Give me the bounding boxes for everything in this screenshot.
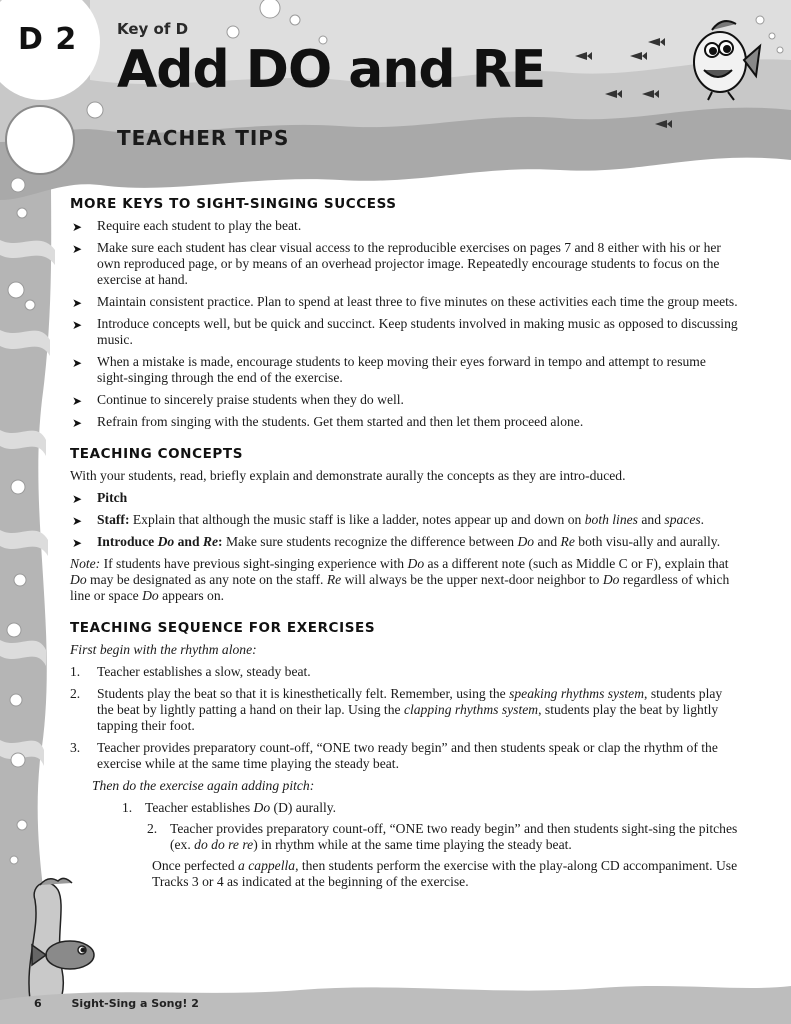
list-item: ➤ Maintain consistent practice. Plan to spend at least three to five minutes on these activities each time the group meets.	[72, 294, 738, 310]
list-item-pitch: ➤ Pitch	[72, 490, 128, 506]
section-heading-concepts: TEACHING CONCEPTS	[70, 446, 244, 462]
pitch-steps-1	[122, 800, 740, 816]
arrow-bullet-icon: ➤	[72, 416, 83, 430]
concepts-intro: With your students, read, briefly explain and demonstrate aurally the concepts as they are intro-duced.	[70, 468, 626, 483]
arrow-bullet-icon: ➤	[72, 514, 83, 528]
concepts-note: Note: If students have previous sight-singing experience with Do as a different note (such as Middle C or F), explain that Do may be designated as any note on the staff. Re will always be the upper next-door neighbor to Do regardless of which line or space Do appears on.	[70, 556, 730, 603]
page-number: 6	[34, 997, 42, 1010]
page-title: Add DO and RE	[117, 40, 546, 100]
pitch-intro: Then do the exercise again adding pitch:	[92, 778, 315, 793]
pitch-steps-2	[147, 821, 740, 853]
book-title: Sight-Sing a Song! 2	[71, 997, 199, 1010]
rhythm-steps	[70, 664, 740, 772]
list-item: ➤ Introduce concepts well, but be quick and succinct. Keep students involved in making music as opposed to discussing music.	[72, 316, 738, 347]
list-item: ➤ Continue to sincerely praise students when they do well.	[72, 392, 404, 408]
list-item: ➤ Make sure each student has clear visual access to the reproducible exercises on pages 7 and 8 either with his or her own reproduced page, or by means of an overhead projector image. Repeatedly encourage students to focus on the exercise at hand.	[72, 240, 721, 287]
list-item: 2. Students play the beat so that it is kinesthetically felt. Remember, using the speaking rhythms system, students play the beat by lightly patting a hand on their lap. Using the clapping rhythms system, students play the beat by lightly tapping their foot.	[70, 686, 723, 733]
page-footer	[34, 997, 199, 1010]
list-item: 2. Teacher provides preparatory count-off, “ONE two ready begin” and then students sight-sing the pitches (ex. do do re re) in rhythm while at the same time playing the steady beat.	[147, 821, 738, 852]
final-paragraph: Once perfected a cappella, then students perform the exercise with the play-along CD accompaniment. Use Tracks 3 or 4 as indicated at the beginning of the exercise.	[152, 858, 738, 889]
list-item-introduce: ➤ Introduce Do and Re: Make sure students recognize the difference between Do and Re both visu-ally and aurally.	[72, 534, 721, 550]
section-heading-keys: MORE KEYS TO SIGHT-SINGING SUCCESS	[70, 196, 397, 212]
list-item-staff: ➤ Staff: Explain that although the music staff is like a ladder, notes appear up and down on both lines and spaces.	[72, 512, 705, 528]
arrow-bullet-icon: ➤	[72, 220, 83, 234]
list-item: 3. Teacher provides preparatory count-off, “ONE two ready begin” and then students speak or clap the rhythm of the exercise while at the same time playing the steady beat.	[70, 740, 718, 771]
teacher-tips-heading: TEACHER TIPS	[117, 126, 290, 150]
arrow-bullet-icon: ➤	[72, 296, 83, 310]
concepts-list	[70, 490, 740, 550]
content-body	[70, 196, 740, 896]
arrow-bullet-icon: ➤	[72, 492, 83, 506]
list-item: ➤ Refrain from singing with the students. Get them started and then let them proceed alone.	[72, 414, 584, 430]
keys-list	[70, 218, 740, 430]
list-item: ➤ When a mistake is made, encourage students to keep moving their eyes forward in tempo and attempt to resume sight-singing through the end of the exercise.	[72, 354, 706, 385]
arrow-bullet-icon: ➤	[72, 318, 83, 332]
key-label: Key of D	[117, 20, 189, 38]
arrow-bullet-icon: ➤	[72, 536, 83, 550]
list-item: ➤ Require each student to play the beat.	[72, 218, 302, 234]
section-heading-sequence: TEACHING SEQUENCE FOR EXERCISES	[70, 620, 376, 636]
arrow-bullet-icon: ➤	[72, 394, 83, 408]
arrow-bullet-icon: ➤	[72, 242, 83, 256]
page-code-badge: D 2	[18, 22, 78, 57]
arrow-bullet-icon: ➤	[72, 356, 83, 370]
list-item: 1. Teacher establishes a slow, steady beat.	[70, 664, 311, 679]
list-item: 1. Teacher establishes Do (D) aurally.	[122, 800, 337, 815]
sequence-intro: First begin with the rhythm alone:	[70, 642, 257, 657]
